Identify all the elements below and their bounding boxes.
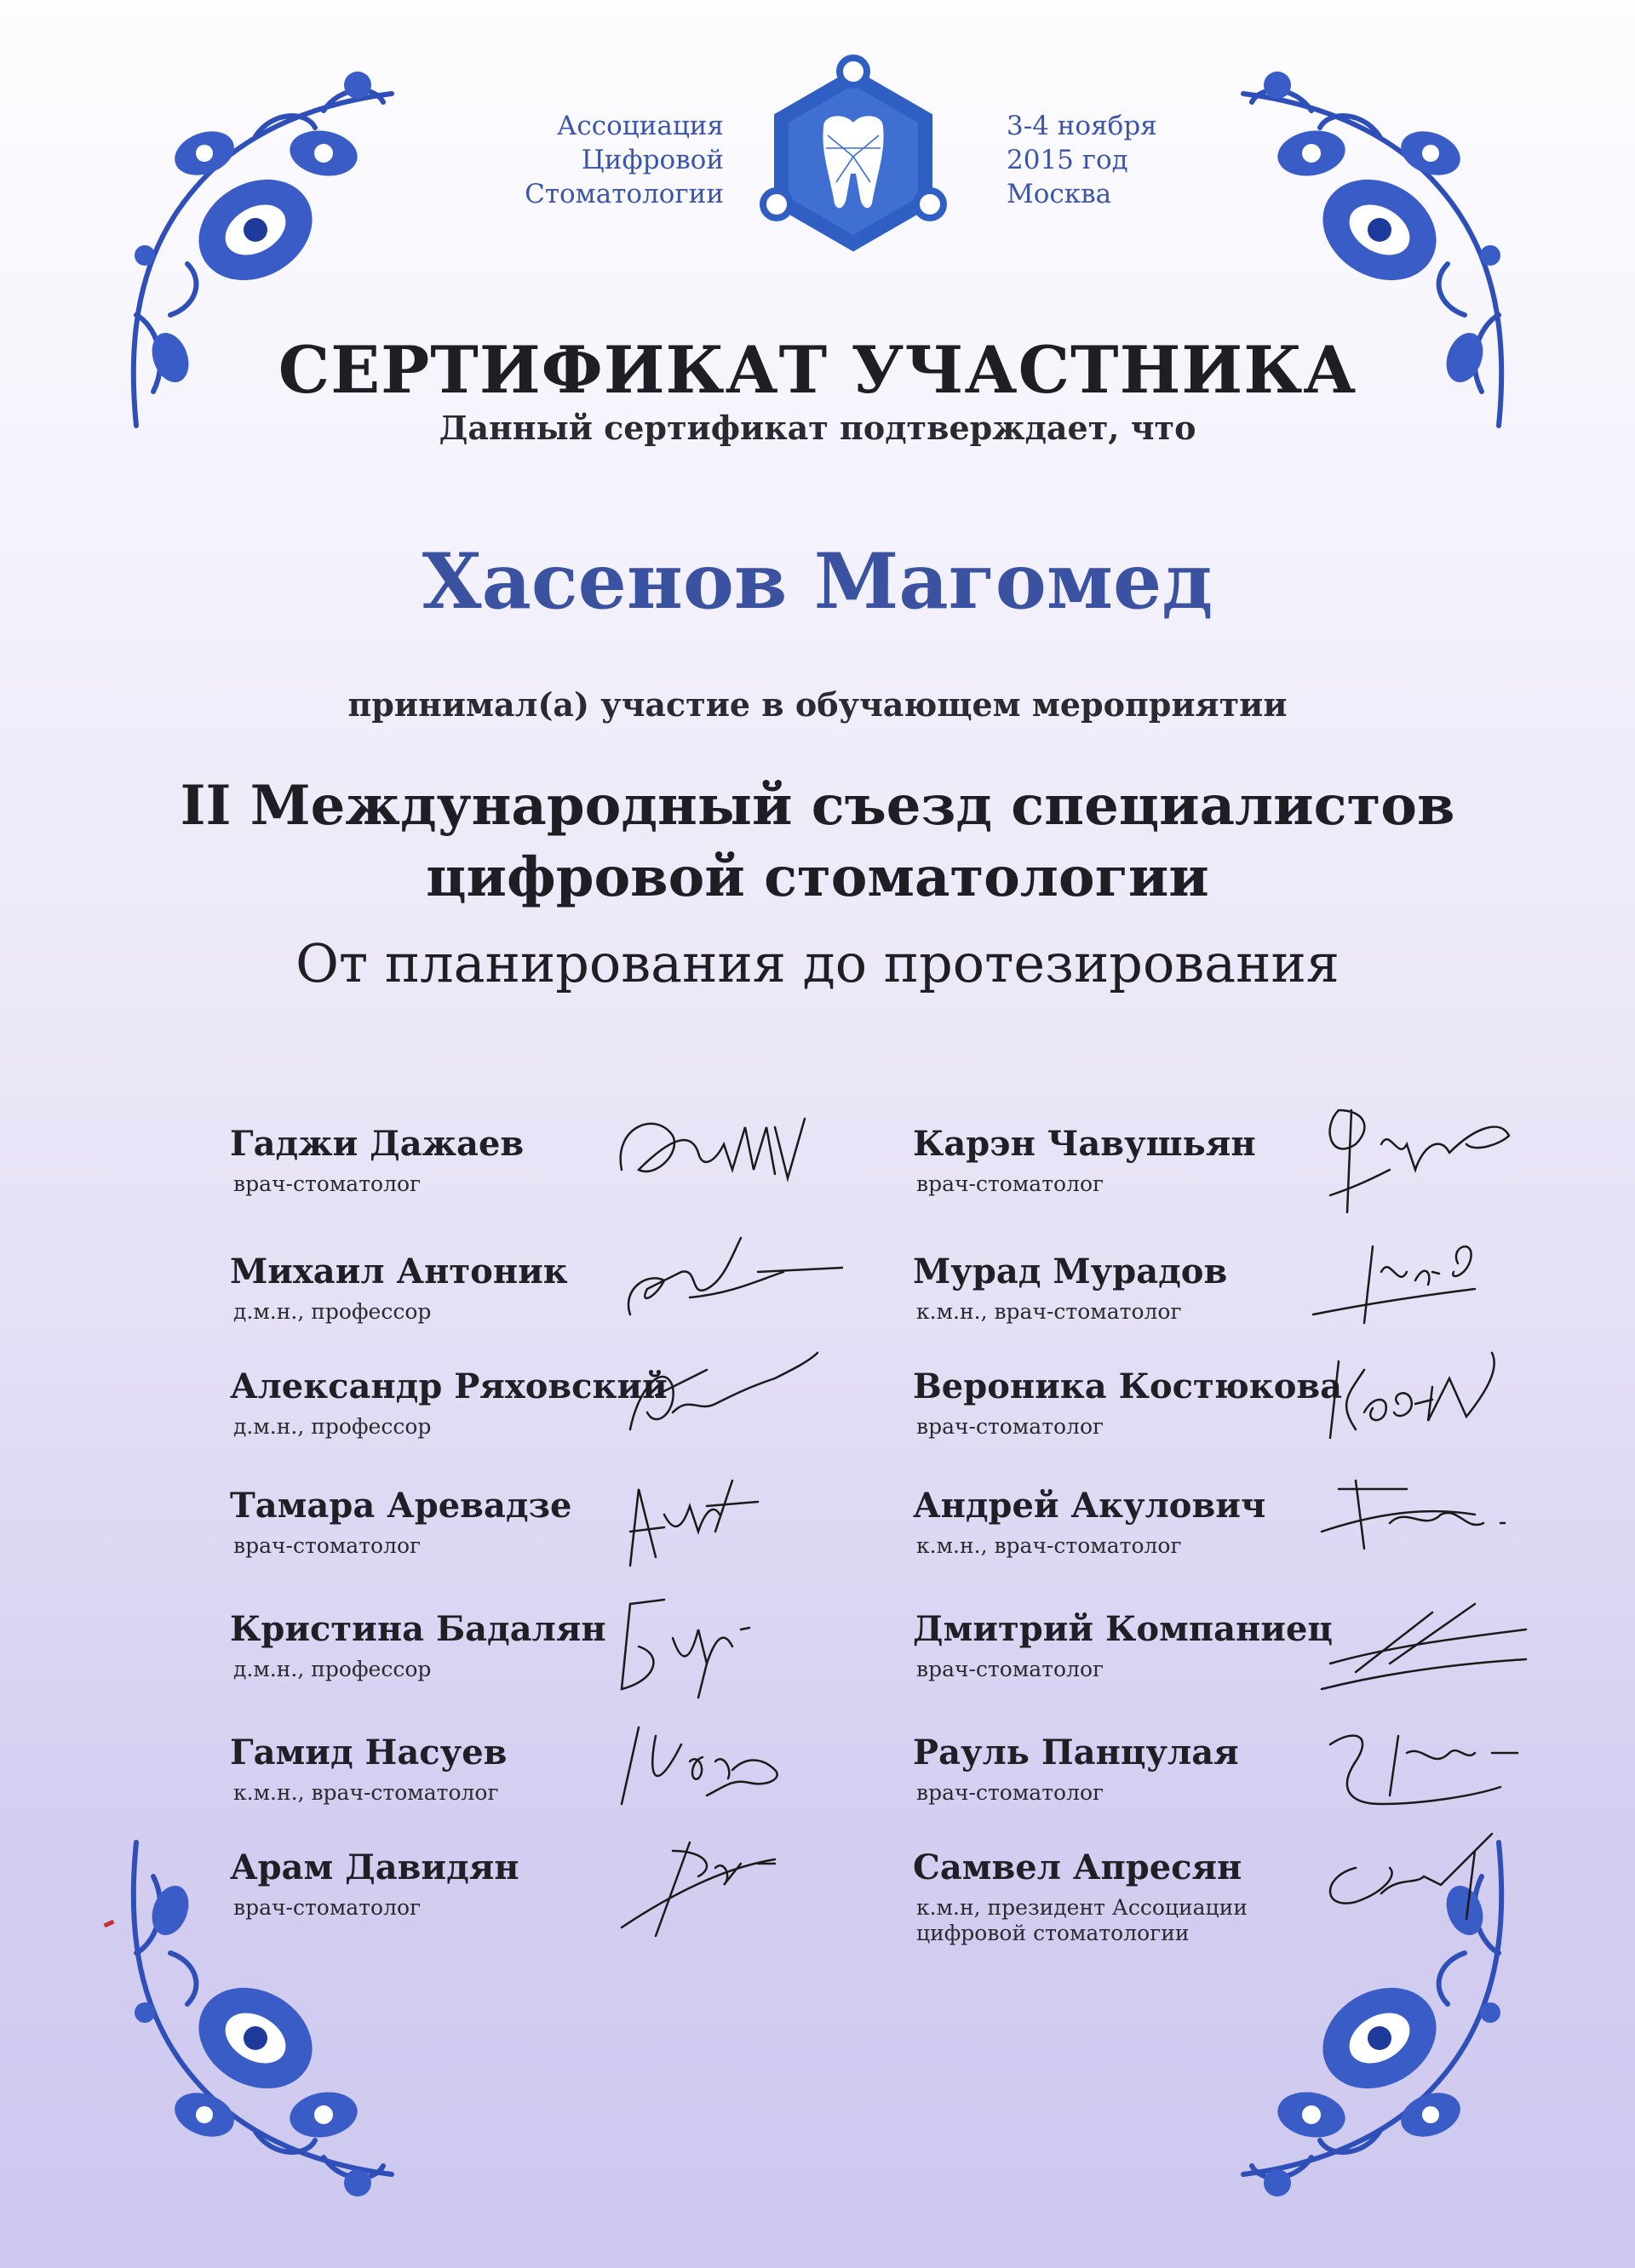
event-date-line: Москва — [1007, 179, 1112, 209]
signature-image — [1305, 1221, 1543, 1349]
signatory-title: врач-стоматолог — [233, 1895, 422, 1920]
signature-image — [1305, 1702, 1543, 1830]
signatory-name: Вероника Костюкова — [913, 1366, 1343, 1406]
org-name-line: Стоматологии — [525, 179, 724, 209]
signatory-title: к.м.н., врач-стоматолог — [916, 1533, 1182, 1558]
event-date-line: 2015 год — [1007, 145, 1128, 175]
signatory-title: врач-стоматолог — [233, 1533, 422, 1558]
signatory-name: Александр Ряховский — [230, 1366, 668, 1406]
event-title-line: II Международный съезд специалистов — [180, 774, 1455, 838]
signatory-title: врач-стоматолог — [916, 1657, 1104, 1681]
signatory-name: Гаджи Дажаев — [230, 1124, 525, 1164]
participation-statement: принимал(а) участие в обучающем мероприятии — [347, 685, 1288, 724]
signatory-title: д.м.н., профессор — [233, 1299, 432, 1324]
signature-image — [605, 1702, 843, 1830]
signatory-title-line2: цифровой стоматологии — [916, 1921, 1190, 1945]
signatory-name: Арам Давидян — [230, 1847, 519, 1887]
signatory-name: Мурад Мурадов — [913, 1251, 1228, 1292]
signature-image — [1305, 1578, 1543, 1706]
signatory-title: д.м.н., профессор — [233, 1657, 432, 1681]
signatory-title: врач-стоматолог — [916, 1780, 1104, 1805]
signatory-name: Тамара Аревадзе — [230, 1486, 572, 1526]
signature-image — [605, 1455, 843, 1583]
signatory-name: Дмитрий Компаниец — [913, 1609, 1333, 1649]
signature-image — [605, 1578, 843, 1706]
event-subtitle: От планирования до протезирования — [295, 932, 1340, 994]
organization-name — [443, 109, 724, 211]
signatory-title: врач-стоматолог — [916, 1171, 1104, 1196]
signatory-title: к.м.н, президент Ассоциации — [916, 1895, 1248, 1920]
signature-image — [1305, 1455, 1543, 1583]
signatory-title: врач-стоматолог — [233, 1171, 422, 1196]
signature-image — [1305, 1336, 1543, 1463]
signature-image — [1305, 1093, 1543, 1221]
signatory-title: д.м.н., профессор — [233, 1414, 432, 1439]
signature-image — [605, 1221, 843, 1349]
signature-image — [1305, 1817, 1543, 1944]
signature-image — [605, 1817, 843, 1944]
org-name-line: Цифровой — [581, 145, 724, 175]
signatory-name: Карэн Чавушьян — [913, 1124, 1256, 1164]
certificate-title: СЕРТИФИКАТ УЧАСТНИКА — [278, 332, 1357, 408]
event-info — [1007, 109, 1228, 211]
signatory-title: врач-стоматолог — [916, 1414, 1104, 1439]
signatory-name: Гамид Насуев — [230, 1732, 508, 1773]
recipient-name: Хасенов Магомед — [422, 536, 1213, 627]
certificate-subtitle: Данный сертификат подтверждает, что — [439, 409, 1196, 447]
event-title — [0, 770, 1635, 914]
signatory-title: к.м.н., врач-стоматолог — [233, 1780, 499, 1805]
event-title-line: цифровой стоматологии — [426, 845, 1209, 909]
event-date-line: 3-4 ноября — [1007, 111, 1157, 141]
signatory-name: Самвел Апресян — [913, 1847, 1242, 1887]
signatory-name: Андрей Акулович — [913, 1486, 1266, 1526]
signatory-block — [230, 1847, 877, 1967]
tooth-hexagon-logo-icon — [743, 54, 964, 259]
certificate-header — [0, 68, 1635, 255]
signatory-block — [913, 1847, 1560, 1967]
signatory-name: Михаил Антоник — [230, 1251, 568, 1292]
signatory-name: Рауль Панцулая — [913, 1732, 1239, 1773]
org-name-line: Ассоциация — [556, 111, 724, 141]
signatory-name: Кристина Бадалян — [230, 1609, 606, 1649]
signature-image — [605, 1336, 843, 1463]
signatory-title: к.м.н., врач-стоматолог — [916, 1299, 1182, 1324]
signature-image — [605, 1093, 843, 1221]
